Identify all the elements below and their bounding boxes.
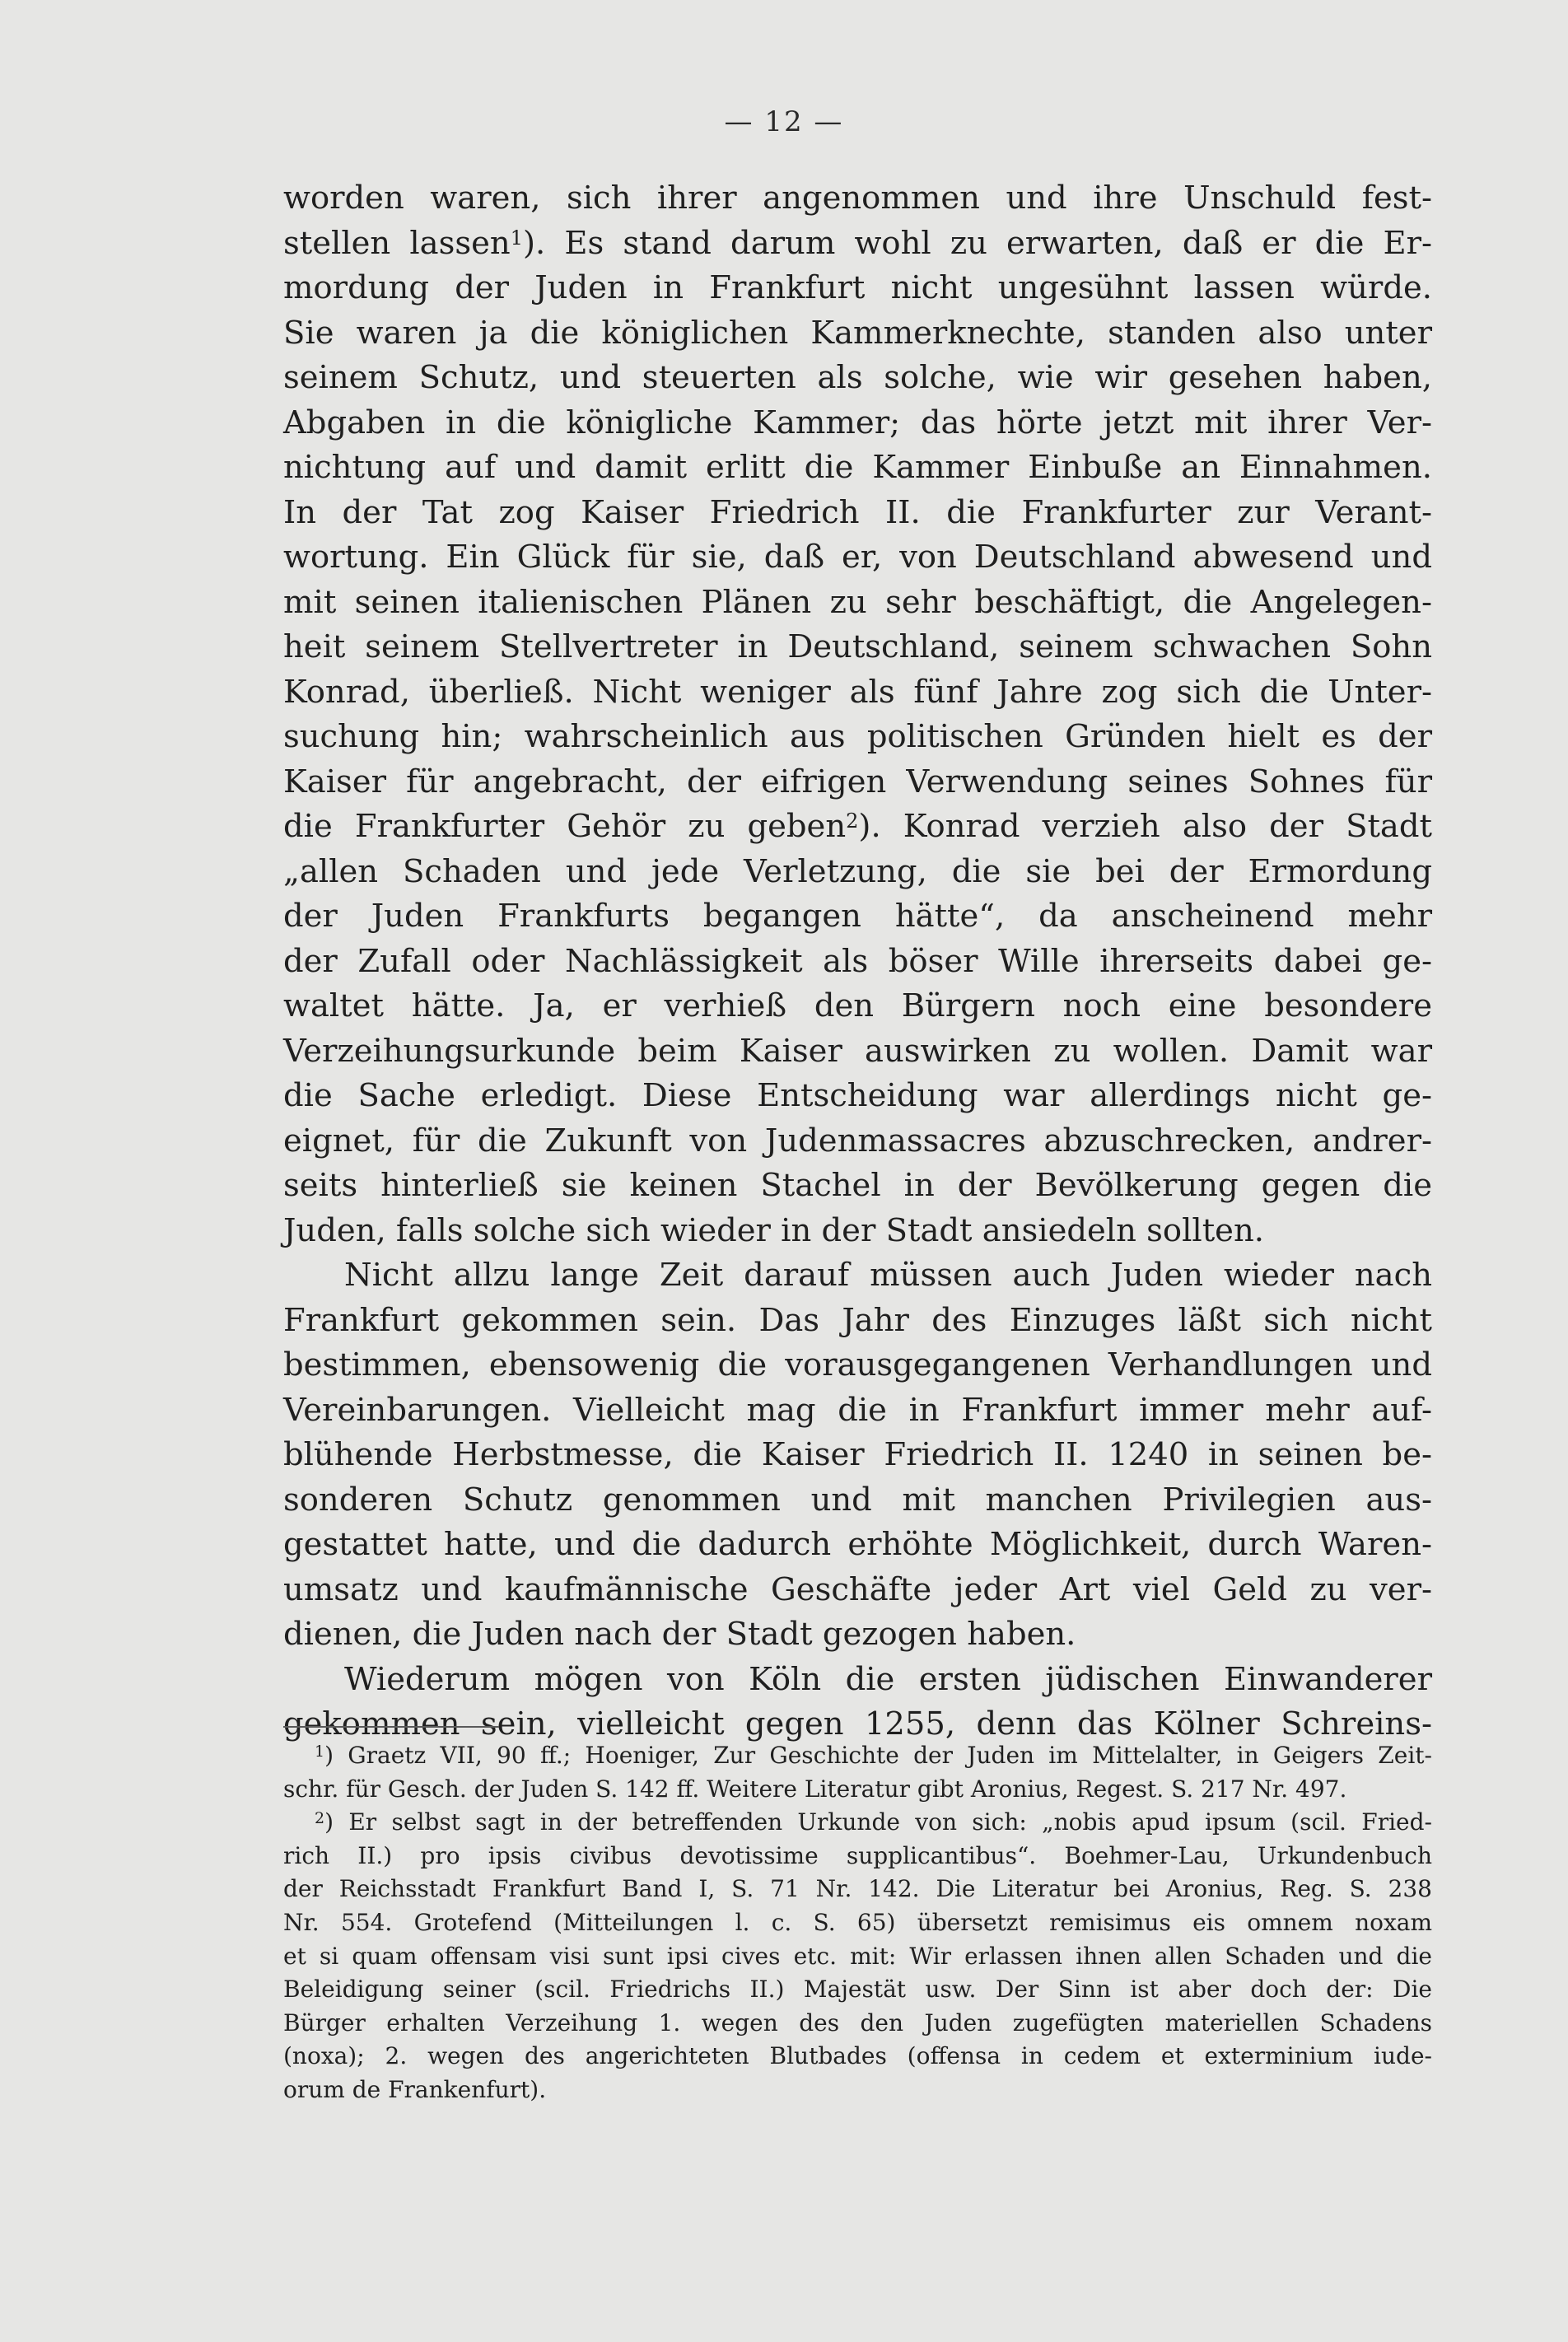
footnote-line: Bürger erhalten Verzeihung 1. wegen des den Juden zugefügten materiellen Schadens bbox=[283, 2008, 1432, 2036]
text-line: Sie waren ja die königlichen Kammerknechte, standen also unter bbox=[283, 314, 1432, 352]
footnote-ref-2: 2 bbox=[846, 809, 859, 833]
text-line: Kaiser für angebracht, der eifrigen Verwendung seines Sohnes für bbox=[283, 763, 1432, 800]
text-line: der Zufall oder Nachlässigkeit als böser Wille ihrerseits dabei ge- bbox=[283, 942, 1432, 980]
text-line bbox=[283, 222, 1432, 267]
footnote-ref-1: 1 bbox=[510, 226, 523, 250]
text-fragment: stellen lassen bbox=[283, 224, 511, 262]
footnote-line: schr. für Gesch. der Juden S. 142 ff. Weitere Literatur gibt Aronius, Regest. S. 217 Nr. 497. bbox=[283, 1775, 1347, 1803]
footnote-separator bbox=[283, 1726, 499, 1728]
text-line: eignet, für die Zukunft von Judenmassacres abzuschrecken, andrer- bbox=[283, 1122, 1432, 1159]
footnote-1 bbox=[283, 1739, 1432, 1773]
footnote-line: (noxa); 2. wegen des angerichteten Blutbades (offensa in cedem et exterminium iude- bbox=[283, 2042, 1432, 2070]
footnote-line: rich II.) pro ipsis civibus devotissime supplicantibus“. Boehmer-Lau, Urkundenbuch bbox=[283, 1841, 1432, 1869]
text-line: blühende Herbstmesse, die Kaiser Friedrich II. 1240 in seinen be- bbox=[283, 1436, 1432, 1473]
text-line: wortung. Ein Glück für sie, daß er, von Deutschland abwesend und bbox=[283, 539, 1432, 576]
text-line: suchung hin; wahrscheinlich aus politischen Gründen hielt es der bbox=[283, 718, 1432, 755]
page-number: — 12 — bbox=[724, 105, 844, 138]
footnote-line: Beleidigung seiner (scil. Friedrichs II.) Majestät usw. Der Sinn ist aber doch der: Die bbox=[283, 1976, 1432, 2004]
footnote-line: orum de Frankenfurt). bbox=[283, 2075, 547, 2103]
text-line: gekommen sein, vielleicht gegen 1255, denn das Kölner Schreins- bbox=[283, 1705, 1432, 1743]
footnotes bbox=[283, 1739, 1432, 2107]
text-line: seits hinterließ sie keinen Stachel in der Bevölkerung gegen die bbox=[283, 1167, 1432, 1204]
footnote-line: Nr. 554. Grotefend (Mitteilungen l. c. S. 65) übersetzt remisimus eis omnem noxam bbox=[283, 1908, 1432, 1936]
text-line: In der Tat zog Kaiser Friedrich II. die Frankfurter zur Verant- bbox=[283, 493, 1432, 531]
text-line: worden waren, sich ihrer angenommen und ihre Unschuld fest- bbox=[283, 180, 1432, 217]
text-line: Verzeihungsurkunde beim Kaiser auswirken zu wollen. Damit war bbox=[283, 1032, 1432, 1070]
text-line: gestattet hatte, und die dadurch erhöhte Möglichkeit, durch Waren- bbox=[283, 1526, 1432, 1563]
body-text bbox=[283, 176, 1432, 1747]
text-line: Frankfurt gekommen sein. Das Jahr des Einzuges läßt sich nicht bbox=[283, 1301, 1432, 1339]
text-line: nichtung auf und damit erlitt die Kammer Einbuße an Einnahmen. bbox=[283, 449, 1432, 486]
text-fragment: ) Graetz VII, 90 ff.; Hoeniger, Zur Geschichte der Juden im Mittelalter, in Geigers Zeit- bbox=[324, 1742, 1432, 1769]
text-line: Vereinbarungen. Vielleicht mag die in Frankfurt immer mehr auf- bbox=[283, 1391, 1432, 1429]
text-line: waltet hätte. Ja, er verhieß den Bürgern noch eine besondere bbox=[283, 987, 1432, 1024]
text-line: Konrad, überließ. Nicht weniger als fünf Jahre zog sich die Unter- bbox=[283, 673, 1432, 711]
text-fragment: ) Er selbst sagt in der betreffenden Urkunde von sich: „nobis apud ipsum (scil. Fried- bbox=[324, 1808, 1432, 1836]
footnote-marker: 1 bbox=[315, 1743, 325, 1761]
text-line: seinem Schutz, und steuerten als solche, wie wir gesehen haben, bbox=[283, 359, 1432, 396]
text-fragment: die Frankfurter Gehör zu geben bbox=[283, 808, 847, 845]
text-line: sonderen Schutz genommen und mit manchen Privilegien aus- bbox=[283, 1481, 1432, 1519]
text-fragment: ). Es stand darum wohl zu erwarten, daß er die Er- bbox=[522, 224, 1432, 262]
text-line: mit seinen italienischen Plänen zu sehr beschäftigt, die Angelegen- bbox=[283, 583, 1432, 621]
text-line bbox=[283, 805, 1432, 850]
text-line: heit seinem Stellvertreter in Deutschland, seinem schwachen Sohn bbox=[283, 628, 1432, 665]
footnote-line: der Reichsstadt Frankfurt Band I, S. 71 Nr. 142. Die Literatur bei Aronius, Reg. S. 238 bbox=[283, 1875, 1432, 1903]
text-line: Juden, falls solche sich wieder in der Stadt ansiedeln sollten. bbox=[283, 1211, 1264, 1249]
text-line: dienen, die Juden nach der Stadt gezogen haben. bbox=[283, 1616, 1076, 1653]
text-line: Nicht allzu lange Zeit darauf müssen auch Juden wieder nach bbox=[344, 1257, 1432, 1294]
text-line: „allen Schaden und jede Verletzung, die sie bei der Ermordung bbox=[283, 852, 1432, 890]
text-line: umsatz und kaufmännische Geschäfte jeder Art viel Geld zu ver- bbox=[283, 1570, 1432, 1608]
text-line: Wiederum mögen von Köln die ersten jüdischen Einwanderer bbox=[344, 1660, 1432, 1698]
text-line: der Juden Frankfurts begangen hätte“, da anscheinend mehr bbox=[283, 898, 1432, 935]
text-line: mordung der Juden in Frankfurt nicht ungesühnt lassen würde. bbox=[283, 269, 1432, 306]
footnote-line: et si quam offensam visi sunt ipsi cives etc. mit: Wir erlassen ihnen allen Schaden und die bbox=[283, 1942, 1432, 1970]
text-line: die Sache erledigt. Diese Entscheidung war allerdings nicht ge- bbox=[283, 1077, 1432, 1114]
text-fragment: ). Konrad verzieh also der Stadt bbox=[858, 808, 1432, 845]
text-line: bestimmen, ebensowenig die vorausgegangenen Verhandlungen und bbox=[283, 1346, 1432, 1383]
footnote-marker: 2 bbox=[315, 1809, 325, 1828]
text-line: Abgaben in die königliche Kammer; das hörte jetzt mit ihrer Ver- bbox=[283, 404, 1432, 441]
footnote-2 bbox=[283, 1806, 1432, 1840]
